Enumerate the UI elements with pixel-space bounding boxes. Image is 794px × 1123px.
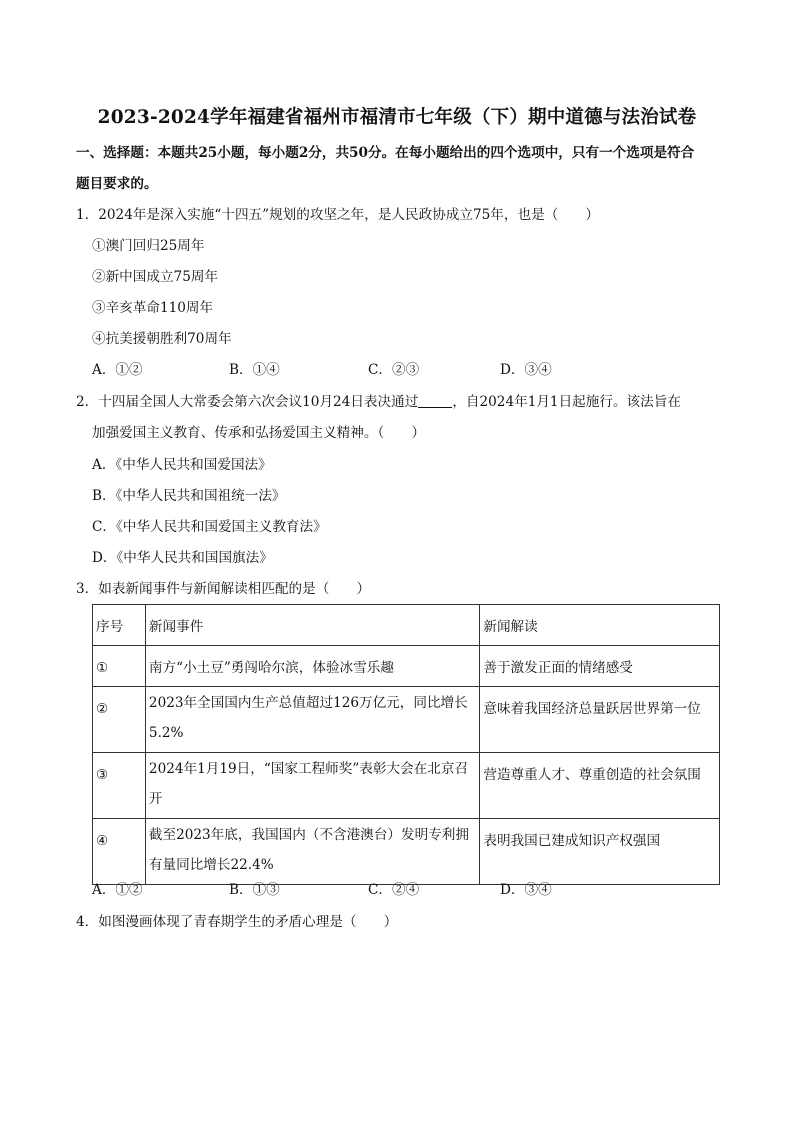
table-row (93, 819, 720, 885)
news-event: 南方“小土豆”勇闯哈尔滨，体验冰雪乐趣 (145, 646, 479, 687)
row-number: ③ (93, 753, 146, 819)
table-row (93, 753, 720, 819)
row-number: ④ (93, 819, 146, 885)
answer-blank (418, 393, 452, 408)
section-heading-line2: 题目要求的。 (76, 176, 158, 192)
q2-stem-line2: 加强爱国主义教育、传承和弘扬爱国主义精神。（ ） (92, 425, 426, 441)
table-header-cell: 新闻事件 (145, 605, 479, 646)
q1-stem: 1．2024年是深入实施“十四五”规划的攻坚之年，是人民政协成立75年，也是（ ） (76, 207, 600, 223)
news-event (145, 687, 479, 753)
news-reading: 营造尊重人才、尊重创造的社会氛围 (480, 753, 720, 819)
q2-stem-part1: 2．十四届全国人大常委会第六次会议10月24日表决通过 (76, 394, 419, 410)
q1-item: ②新中国成立75周年 (92, 269, 219, 285)
news-event-text: 截至2023年底，我国国内（不含港澳台）发明专利拥有量同比增长22.4% (148, 827, 469, 873)
q1-options (92, 361, 572, 379)
news-event-text: 2024年1月19日，“国家工程师奖”表彰大会在北京召开 (148, 761, 469, 807)
q2-stem-line1 (76, 393, 681, 411)
news-reading: 意味着我国经济总量跃居世界第一位 (480, 687, 720, 753)
q2-option-d[interactable]: D．《中华人民共和国国旗法》 (92, 550, 273, 566)
q2-option-c[interactable]: C．《中华人民共和国爱国主义教育法》 (92, 519, 327, 535)
q2-option-b[interactable]: B．《中华人民共和国祖统一法》 (92, 488, 286, 504)
news-reading: 善于激发正面的情绪感受 (480, 646, 720, 687)
table-row (93, 646, 720, 687)
q1-item: ③辛亥革命110周年 (92, 300, 214, 316)
news-table (92, 604, 720, 885)
q1-option-a[interactable]: A．①② (92, 362, 143, 378)
news-event (145, 753, 479, 819)
q3-option-c[interactable]: C．②④ (368, 882, 420, 898)
table-header-cell: 新闻解读 (480, 605, 720, 646)
table-row (93, 687, 720, 753)
section-heading-line1: 一、选择题：本题共25小题，每小题2分，共50分。在每小题给出的四个选项中，只有一个选项是符合 (76, 145, 695, 161)
table-header-row (93, 605, 720, 646)
q1-option-d[interactable]: D．③④ (500, 362, 552, 378)
q2-option-a[interactable]: A．《中华人民共和国爱国法》 (92, 457, 272, 473)
q2-stem-part2: ，自2024年1月1日起施行。该法旨在 (452, 394, 681, 410)
q1-option-b[interactable]: B．①④ (229, 362, 280, 378)
q1-option-c[interactable]: C．②③ (368, 362, 420, 378)
row-number: ① (93, 646, 146, 687)
q3-option-b[interactable]: B．①③ (229, 882, 280, 898)
q1-item: ①澳门回归25周年 (92, 238, 205, 254)
table-header-cell: 序号 (93, 605, 146, 646)
news-reading: 表明我国已建成知识产权强国 (480, 819, 720, 885)
q3-option-d[interactable]: D．③④ (500, 882, 552, 898)
q4-stem: 4．如图漫画体现了青春期学生的矛盾心理是（ ） (76, 914, 398, 930)
row-number: ② (93, 687, 146, 753)
news-event-text: 2023年全国国内生产总值超过126万亿元，同比增长5.2% (148, 695, 468, 741)
q3-option-a[interactable]: A．①② (92, 882, 143, 898)
news-event (145, 819, 479, 885)
q1-item: ④抗美援朝胜利70周年 (92, 331, 232, 347)
q3-stem: 3．如表新闻事件与新闻解读相匹配的是（ ） (76, 581, 371, 597)
q3-options (92, 881, 572, 899)
exam-title: 2023-2024学年福建省福州市福清市七年级（下）期中道德与法治试卷 (97, 107, 697, 128)
